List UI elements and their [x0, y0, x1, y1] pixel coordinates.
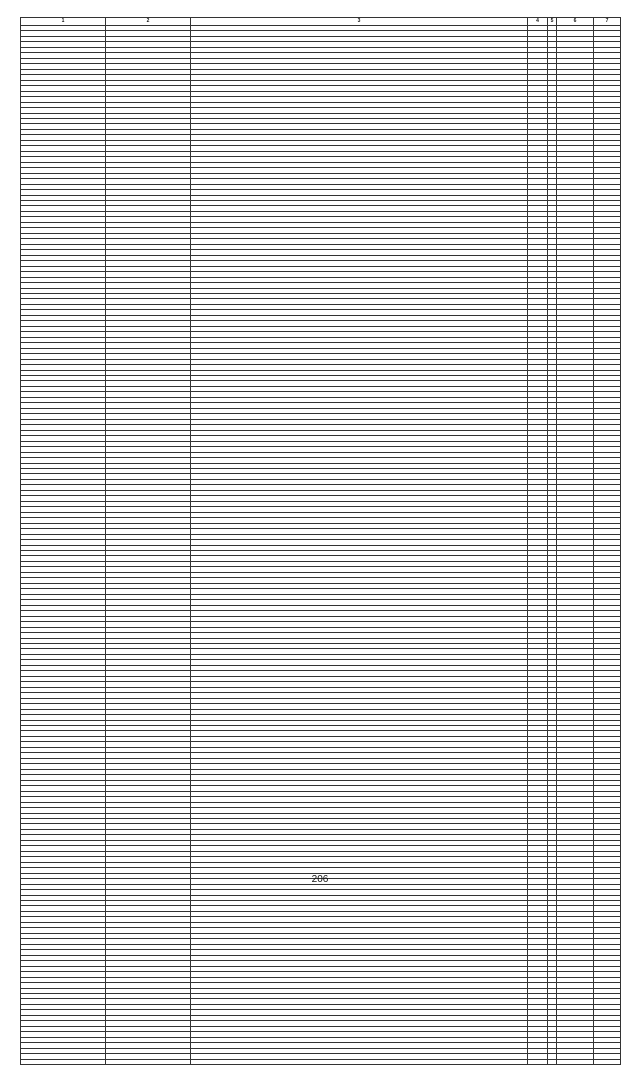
header-col-2: 2: [106, 18, 191, 26]
page-number: 206: [311, 874, 329, 885]
cell-col-5: [548, 1059, 557, 1064]
table-row: [21, 1059, 621, 1064]
header-col-1: 1: [21, 18, 106, 26]
table-body: [21, 26, 621, 1065]
cell-col-7: [594, 1059, 621, 1064]
repair-register-table: [20, 17, 621, 1065]
table-header-row: [21, 18, 621, 26]
header-col-6: 6: [557, 18, 594, 26]
cell-year-built: [528, 1059, 548, 1064]
cell-address: [106, 1059, 191, 1064]
header-col-3: 3: [191, 18, 528, 26]
header-col-7: 7: [594, 18, 621, 26]
row-number: [21, 1059, 106, 1064]
cell-work-type: [191, 1059, 528, 1064]
register-table-sheet: [20, 17, 620, 873]
cell-period: [557, 1059, 594, 1064]
header-col-4: 4: [528, 18, 548, 26]
header-col-5: 5: [548, 18, 557, 26]
